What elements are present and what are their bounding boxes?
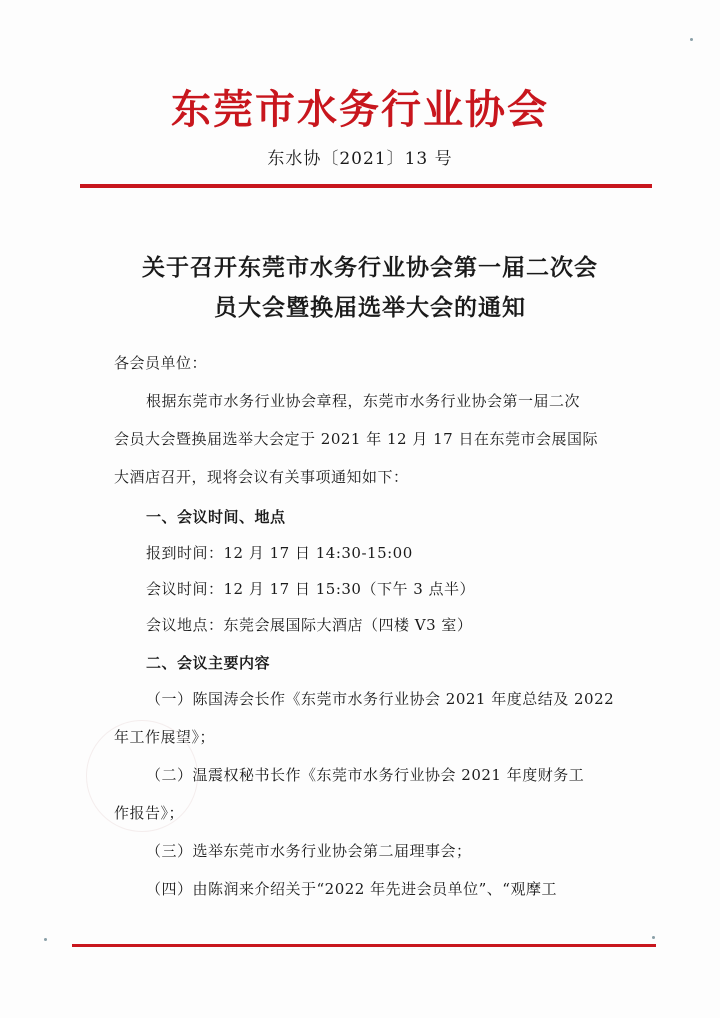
scan-speck [44,938,47,941]
document-number: 东水协〔2021〕13 号 [267,149,453,169]
header-red-rule [80,184,652,188]
intro-line-2: 会员大会暨换届选举大会定于 2021 年 12 月 17 日在东莞市会展国际 [114,430,598,448]
item-1-line-1: （一）陈国涛会长作《东莞市水务行业协会 2021 年度总结及 2022 [146,690,615,708]
faint-seal-impression [86,720,198,832]
notice-title [100,248,640,328]
intro-line-3: 大酒店召开，现将会议有关事项通知如下： [114,468,409,486]
intro-line-1: 根据东莞市水务行业协会章程，东莞市水务行业协会第一届二次 [146,392,581,410]
item-2-line-2: 作报告》； [114,804,185,822]
section-1-heading: 一、会议时间、地点 [146,508,286,526]
item-3: （三）选举东莞市水务行业协会第二届理事会； [146,842,472,860]
item-4-line-1: （四）由陈润来介绍关于“2022 年先进会员单位”、“观摩工 [146,880,557,898]
meeting-time: 会议时间：12 月 17 日 15:30（下午 3 点半） [146,580,476,598]
item-2-line-1: （二）温震权秘书长作《东莞市水务行业协会 2021 年度财务工 [146,766,585,784]
scan-speck [690,38,693,41]
salutation: 各会员单位： [114,354,208,372]
section-2-heading: 二、会议主要内容 [146,654,271,672]
item-1-line-2: 年工作展望》； [114,728,216,746]
notice-title-line-2: 员大会暨换届选举大会的通知 [214,294,526,321]
meeting-place: 会议地点：东莞会展国际大酒店（四楼 V3 室） [146,616,473,634]
scan-speck [652,936,655,939]
checkin-time: 报到时间：12 月 17 日 14:30-15:00 [146,544,413,562]
organization-header: 东莞市水务行业协会 [171,87,549,133]
footer-red-rule [72,944,656,947]
notice-title-line-1: 关于召开东莞市水务行业协会第一届二次会 [142,254,598,281]
